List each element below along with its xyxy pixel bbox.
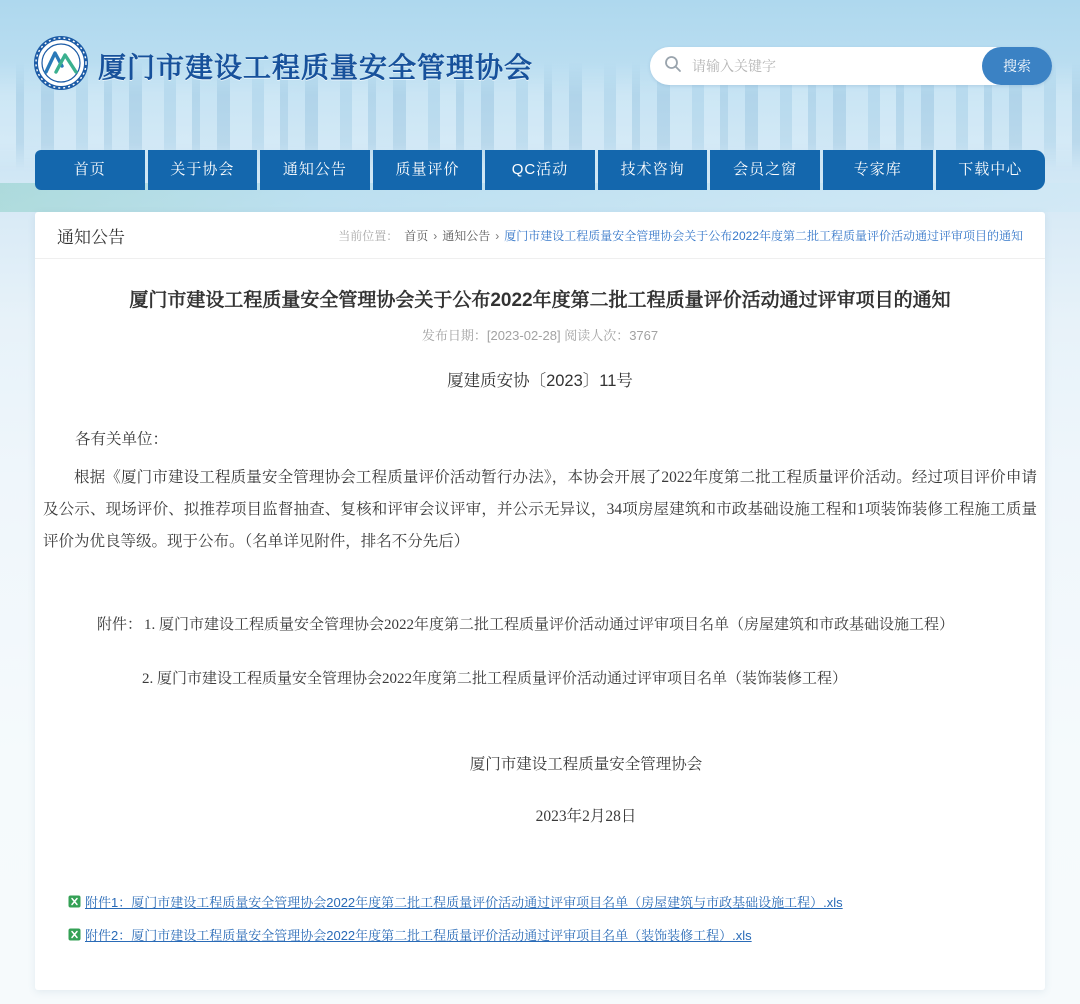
attachment-note-item: 2. 厦门市建设工程质量安全管理协会2022年度第二批工程质量评价活动通过评审项目名单（装饰装修工程） xyxy=(142,671,848,687)
main-nav xyxy=(35,150,1045,190)
breadcrumb-separator: › xyxy=(433,228,438,243)
attachment-note-item: 1. 厦门市建设工程质量安全管理协会2022年度第二批工程质量评价活动通过评审项目名单（房屋建筑和市政基础设施工程） xyxy=(144,617,955,633)
attachment-downloads xyxy=(35,892,1045,944)
attachment-link-row xyxy=(68,892,1045,911)
attachment-link-row xyxy=(68,925,1045,944)
breadcrumb xyxy=(338,227,1023,244)
attachment-note-label: 附件： xyxy=(97,617,143,633)
nav-item-home[interactable]: 首页 xyxy=(35,150,145,190)
attachment-2-link[interactable]: 附件2：厦门市建设工程质量安全管理协会2022年度第二批工程质量评价活动通过评审项目名单（装饰装修工程）.xls xyxy=(85,928,752,943)
nav-item-technical-consulting[interactable]: 技术咨询 xyxy=(598,150,708,190)
attachment-note xyxy=(35,614,1045,690)
doc-number: 厦建质安协〔2023〕11号 xyxy=(447,372,633,390)
search-input[interactable] xyxy=(682,58,982,74)
notice-body: 根据《厦门市建设工程质量安全管理协会工程质量评价活动暂行办法》，本协会开展了2022年度第二批工程质量评价活动。经过项目评价申请及公示、现场评价、拟推荐项目监督抽查、复核和评审会议评审，并公示无异议，34项房屋建筑和市政基础设施工程和1项装饰装修工程施工质量评价为优良等级。现于公布。（名单详见附件，排名不分先后） xyxy=(43,469,1037,550)
section-title: 通知公告 xyxy=(57,227,125,247)
attachment-note-row xyxy=(142,668,1045,690)
content-card xyxy=(35,212,1045,990)
nav-item-quality-evaluation[interactable]: 质量评价 xyxy=(373,150,483,190)
site-title: 厦门市建设工程质量安全管理协会 xyxy=(98,52,534,83)
breadcrumb-current: 厦门市建设工程质量安全管理协会关于公布2022年度第二批工程质量评价活动通过评审项目的通知 xyxy=(504,228,1023,243)
excel-file-icon xyxy=(68,895,81,908)
nav-item-expert-library[interactable]: 专家库 xyxy=(823,150,933,190)
search-button[interactable]: 搜索 xyxy=(982,47,1052,85)
nav-item-qc-activities[interactable]: QC活动 xyxy=(485,150,595,190)
breadcrumb-home-link[interactable]: 首页 xyxy=(404,228,429,243)
article-title: 厦门市建设工程质量安全管理协会关于公布2022年度第二批工程质量评价活动通过评审项目的通知 xyxy=(129,290,951,311)
signature: 厦门市建设工程质量安全管理协会 xyxy=(469,756,703,773)
breadcrumb-notices-link[interactable]: 通知公告 xyxy=(442,228,491,243)
card-header xyxy=(35,212,1045,259)
nav-item-member-window[interactable]: 会员之窗 xyxy=(710,150,820,190)
article-meta: 发布日期：[2023-02-28] 阅读人次：3767 xyxy=(421,328,659,343)
signature-date: 2023年2月28日 xyxy=(535,808,637,825)
association-logo-icon xyxy=(34,36,88,90)
excel-file-icon xyxy=(68,928,81,941)
attachment-note-row xyxy=(97,614,1045,636)
site-header xyxy=(0,0,1080,150)
breadcrumb-separator: › xyxy=(495,228,500,243)
notice-article xyxy=(35,285,1045,944)
search-bar xyxy=(650,47,1052,85)
attachment-1-link[interactable]: 附件1：厦门市建设工程质量安全管理协会2022年度第二批工程质量评价活动通过评审项目名单（房屋建筑与市政基础设施工程）.xls xyxy=(85,895,843,910)
search-icon xyxy=(664,55,682,78)
salutation: 各有关单位： xyxy=(75,431,169,448)
nav-item-notices[interactable]: 通知公告 xyxy=(260,150,370,190)
nav-item-download-center[interactable]: 下载中心 xyxy=(936,150,1046,190)
breadcrumb-location-label: 当前位置： xyxy=(338,228,399,243)
nav-item-about[interactable]: 关于协会 xyxy=(148,150,258,190)
